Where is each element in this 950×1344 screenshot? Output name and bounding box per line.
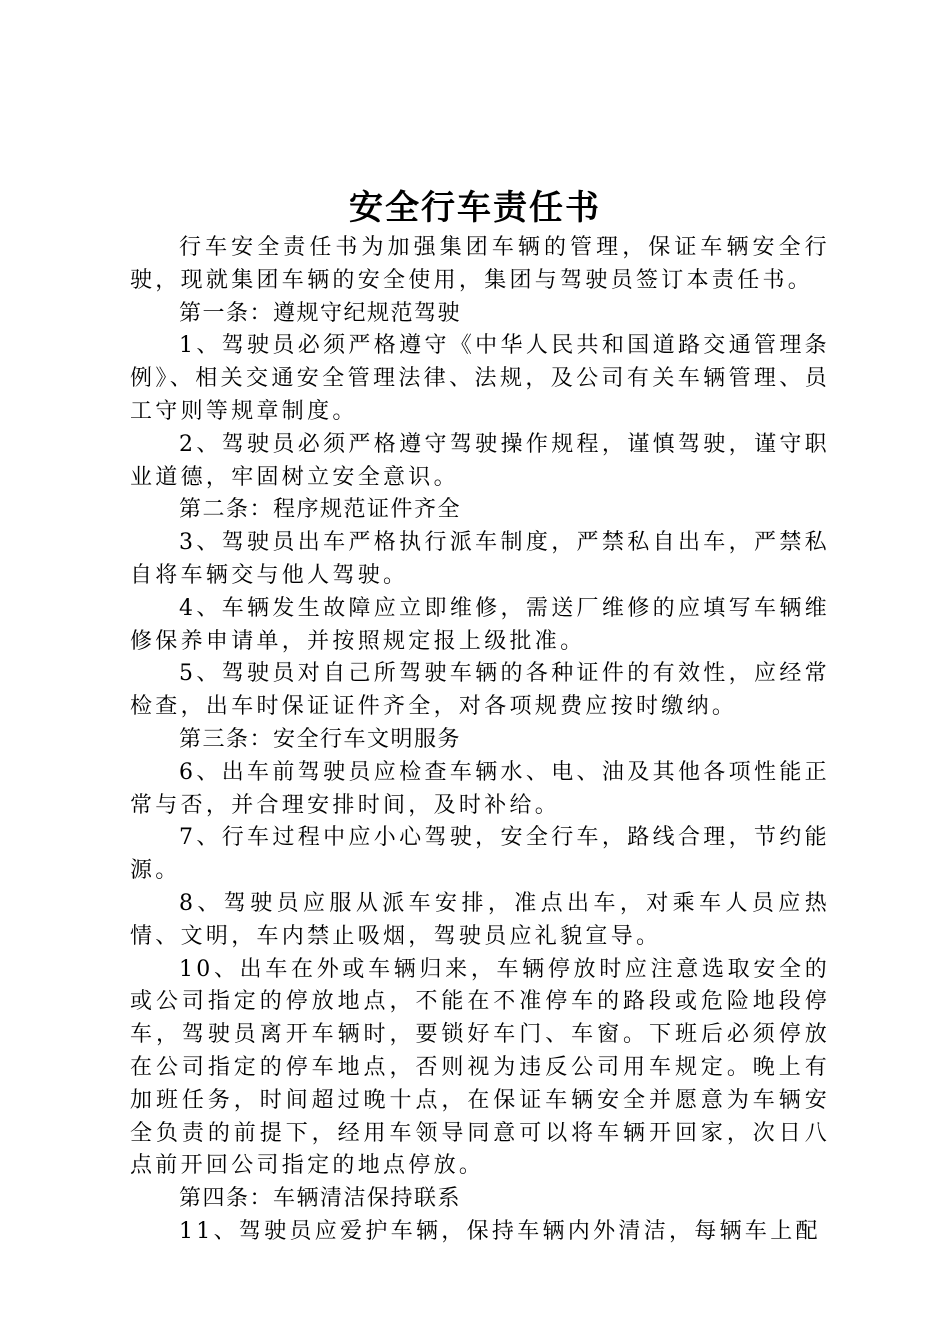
document-title: 安全行车责任书	[349, 188, 601, 228]
clause-10-paragraph: 10、出车在外或车辆归来，车辆停放时应注意选取安全的或公司指定的停放地点，不能在不准停车的路段或危险地段停车，驾驶员离开车辆时，要锁好车门、车窗。下班后必须停放在公司指定的停车地点，否则视为违反公司用车规定。晚上有加班任务，时间超过晚十点，在保证车辆安全并愿意为车辆安全负责的前提下，经用车领导同意可以将车辆开回家，次日八点前开回公司指定的地点停放。	[130, 956, 830, 1179]
article-2-heading: 第二条：程序规范证件齐全	[179, 497, 462, 523]
clause-8-paragraph: 8、驾驶员应服从派车安排，准点出车，对乘车人员应热情、文明，车内禁止吸烟，驾驶员应礼貌宣导。	[130, 890, 830, 949]
clause-3-paragraph: 3、驾驶员出车严格执行派车制度，严禁私自出车，严禁私自将车辆交与他人驾驶。	[130, 530, 830, 588]
clause-11-paragraph: 11、驾驶员应爱护车辆，保持车辆内外清洁，每辆车上配	[179, 1218, 821, 1244]
intro-paragraph: 行车安全责任书为加强集团车辆的管理，保证车辆安全行驶，现就集团车辆的安全使用，集团与驾驶员签订本责任书。	[130, 235, 830, 293]
clause-2-paragraph: 2、驾驶员必须严格遵守驾驶操作规程，谨慎驾驶，谨守职业道德，牢固树立安全意识。	[130, 431, 830, 490]
article-4-heading: 第四条：车辆清洁保持联系	[179, 1186, 462, 1212]
clause-6-paragraph: 6、出车前驾驶员应检查车辆水、电、油及其他各项性能正常与否，并合理安排时间，及时补给。	[130, 759, 830, 818]
clause-7-paragraph: 7、行车过程中应小心驾驶，安全行车，路线合理，节约能源。	[130, 825, 830, 884]
article-1-heading: 第一条：遵规守纪规范驾驶	[179, 300, 462, 326]
clause-1-paragraph: 1、驾驶员必须严格遵守《中华人民共和国道路交通管理条例》、相关交通安全管理法律、法规，及公司有关车辆管理、员工守则等规章制度。	[130, 333, 830, 424]
document-body	[130, 232, 830, 1249]
article-3-heading: 第三条：安全行车文明服务	[179, 726, 462, 752]
clause-5-paragraph: 5、驾驶员对自己所驾驶车辆的各种证件的有效性，应经常检查，出车时保证证件齐全，对各项规费应按时缴纳。	[130, 661, 830, 720]
clause-4-paragraph: 4、车辆发生故障应立即维修，需送厂维修的应填写车辆维修保养申请单，并按照规定报上级批准。	[130, 595, 830, 654]
